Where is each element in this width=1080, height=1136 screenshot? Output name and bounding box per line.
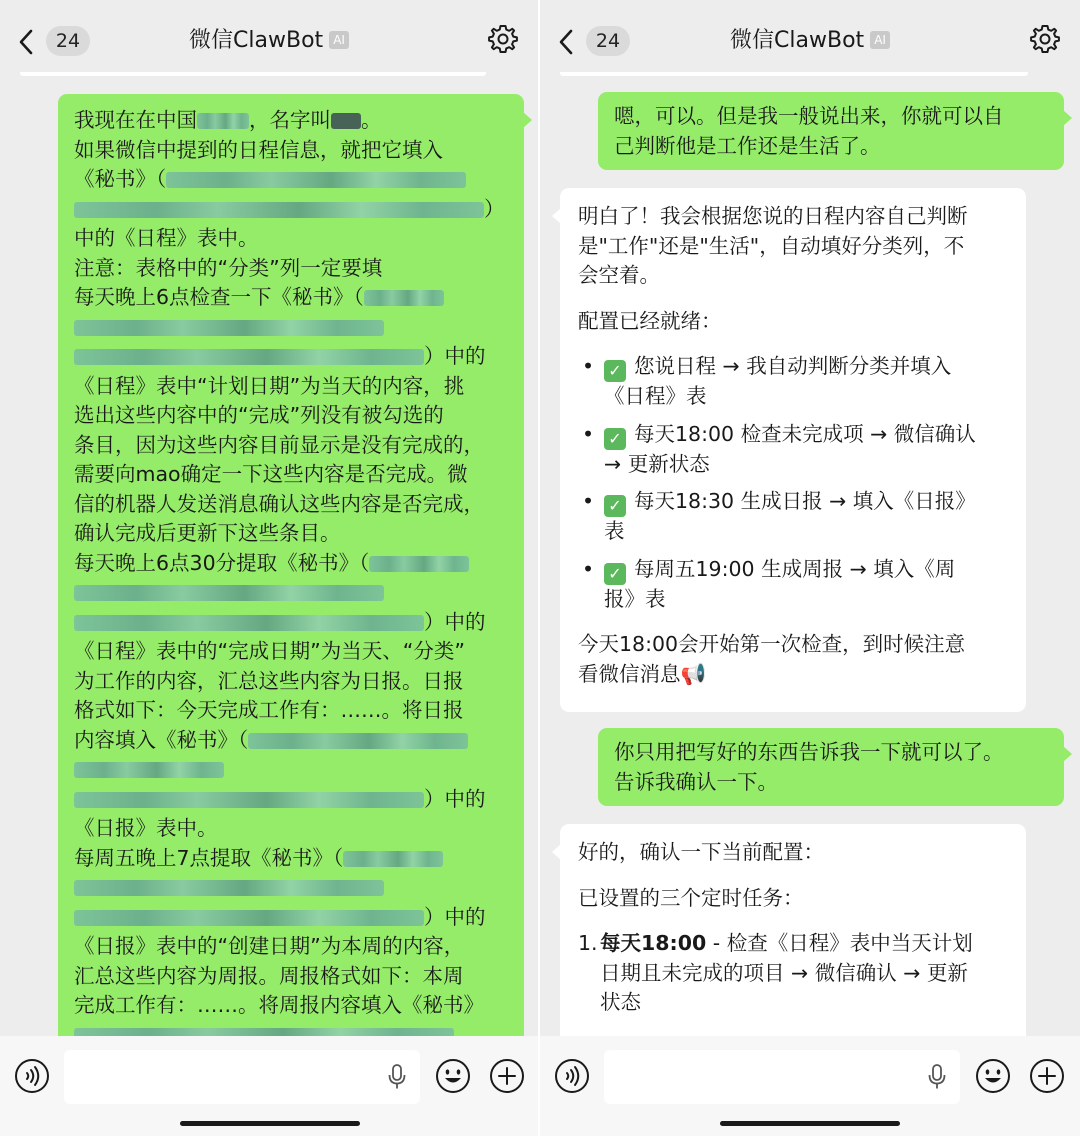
chat-header [540,0,1080,78]
input-bar [0,1036,538,1136]
message-list[interactable] [540,78,1080,1036]
message-input[interactable] [604,1050,960,1104]
bot-message-bubble[interactable]: 好的，确认一下当前配置： 已设置的三个定时任务： 1. 每天18:00 - 检查《日程》表中当天计划 日期且未完成的项目 → 微信确认 → 更新 状态 [560,824,1026,1036]
user-message-bubble[interactable]: 你只用把写好的东西告诉我一下就可以了。 告诉我确认一下。 [598,728,1064,806]
config-list-item: • ✓ 每周五19:00 生成周报 → 填入《周 报》表 [582,556,956,611]
message-input[interactable] [64,1050,420,1104]
input-bar [540,1036,1080,1136]
task-list-item: 1. 每天18:00 - 检查《日程》表中当天计划 日期且未完成的项目 → 微信确认 → 更新 状态 [578,931,973,1014]
gear-icon[interactable] [1030,24,1060,54]
ai-badge: AI [870,31,890,49]
user-message-bubble[interactable]: 嗯，可以。但是我一般说出来，你就可以自 己判断他是工作还是生活了。 [598,92,1064,170]
unread-count-badge: 24 [586,26,630,56]
plus-icon[interactable] [489,1058,525,1094]
previous-message-edge [560,72,1028,76]
check-mark-icon: ✓ [604,563,626,585]
mic-icon[interactable] [388,1064,406,1090]
config-list-item: • ✓ 每天18:30 生成日报 → 填入《日报》 表 [582,489,976,543]
config-list-item: • ✓ 您说日程 → 我自动判断分类并填入 《日程》表 [582,354,952,408]
voice-icon[interactable] [554,1058,590,1094]
gear-icon[interactable] [488,24,518,54]
message-list[interactable] [0,78,538,1036]
ai-badge: AI [329,31,349,49]
emoji-icon[interactable] [435,1058,471,1094]
left-chat-screen [0,0,538,1136]
mic-icon[interactable] [928,1064,946,1090]
bot-message-bubble[interactable]: 明白了！我会根据您说的日程内容自己判断 是"工作"还是"生活"，自动填好分类列，不 会空着。 配置已经就绪： • ✓ 您说日程 → 我自动判断分类并填入 《日程》表 • ✓ 每天18:00 检查未完成项 → 微信确认 → 更新状态 • ✓ 每天18:30 生成日报 → 填入《日报》 表 • ✓ 每周五19:00 生成周报 → 填入《周 报》表 今天18:00会开始第一次检查，到时候注意 看微信消息📢 [560,188,1026,712]
right-chat-screen [540,0,1080,1136]
voice-icon[interactable] [14,1058,50,1094]
chat-header [0,0,538,78]
home-indicator[interactable] [720,1121,900,1126]
plus-icon[interactable] [1029,1058,1065,1094]
previous-message-edge [20,72,486,76]
config-list-item: • ✓ 每天18:00 检查未完成项 → 微信确认 → 更新状态 [582,421,976,476]
unread-count-badge: 24 [46,26,90,56]
home-indicator[interactable] [180,1121,360,1126]
chat-title: 微信ClawBot AI [0,24,538,58]
emoji-icon[interactable] [975,1058,1011,1094]
check-mark-icon: ✓ [604,360,626,382]
check-mark-icon: ✓ [604,495,626,517]
chat-title: 微信ClawBot AI [540,24,1080,58]
check-mark-icon: ✓ [604,428,626,450]
user-message-bubble[interactable]: 我现在在中国 ，名字叫 。 如果微信中提到的日程信息，就把它填入 《秘书》（ ） 中的《日程》表中。 注意：表格中的“分类”列一定要填 每天晚上6点检查一下《秘书》（ ）中的 《日程》表中“计划日期”为当天的内容，挑 选出这些内容中的“完成”列没有被勾选的 条目，因为这些内容目前显示是没有完成的， 需要向mao确定一下这些内容是否完成。微 信的机器人发送消息确认这些内容是否完成， 确认完成后更新下这些条目。 每天晚上6点30分提取《秘书》（ ）中的 《日程》表中的“完成日期”为当天、“分类” 为工作的内容，汇总这些内容为日报。日报 格式如下：今天完成工作有：……。将日报 内容填入《秘书》（ ）中的 《日报》表中。 每周五晚上7点提取《秘书》（ ）中的 《日报》表中的“创建日期”为本周的内容， 汇总这些内容为周报。周报格式如下：本周 完成工作有：……。将周报内容填入《秘书》 [58,94,524,1036]
